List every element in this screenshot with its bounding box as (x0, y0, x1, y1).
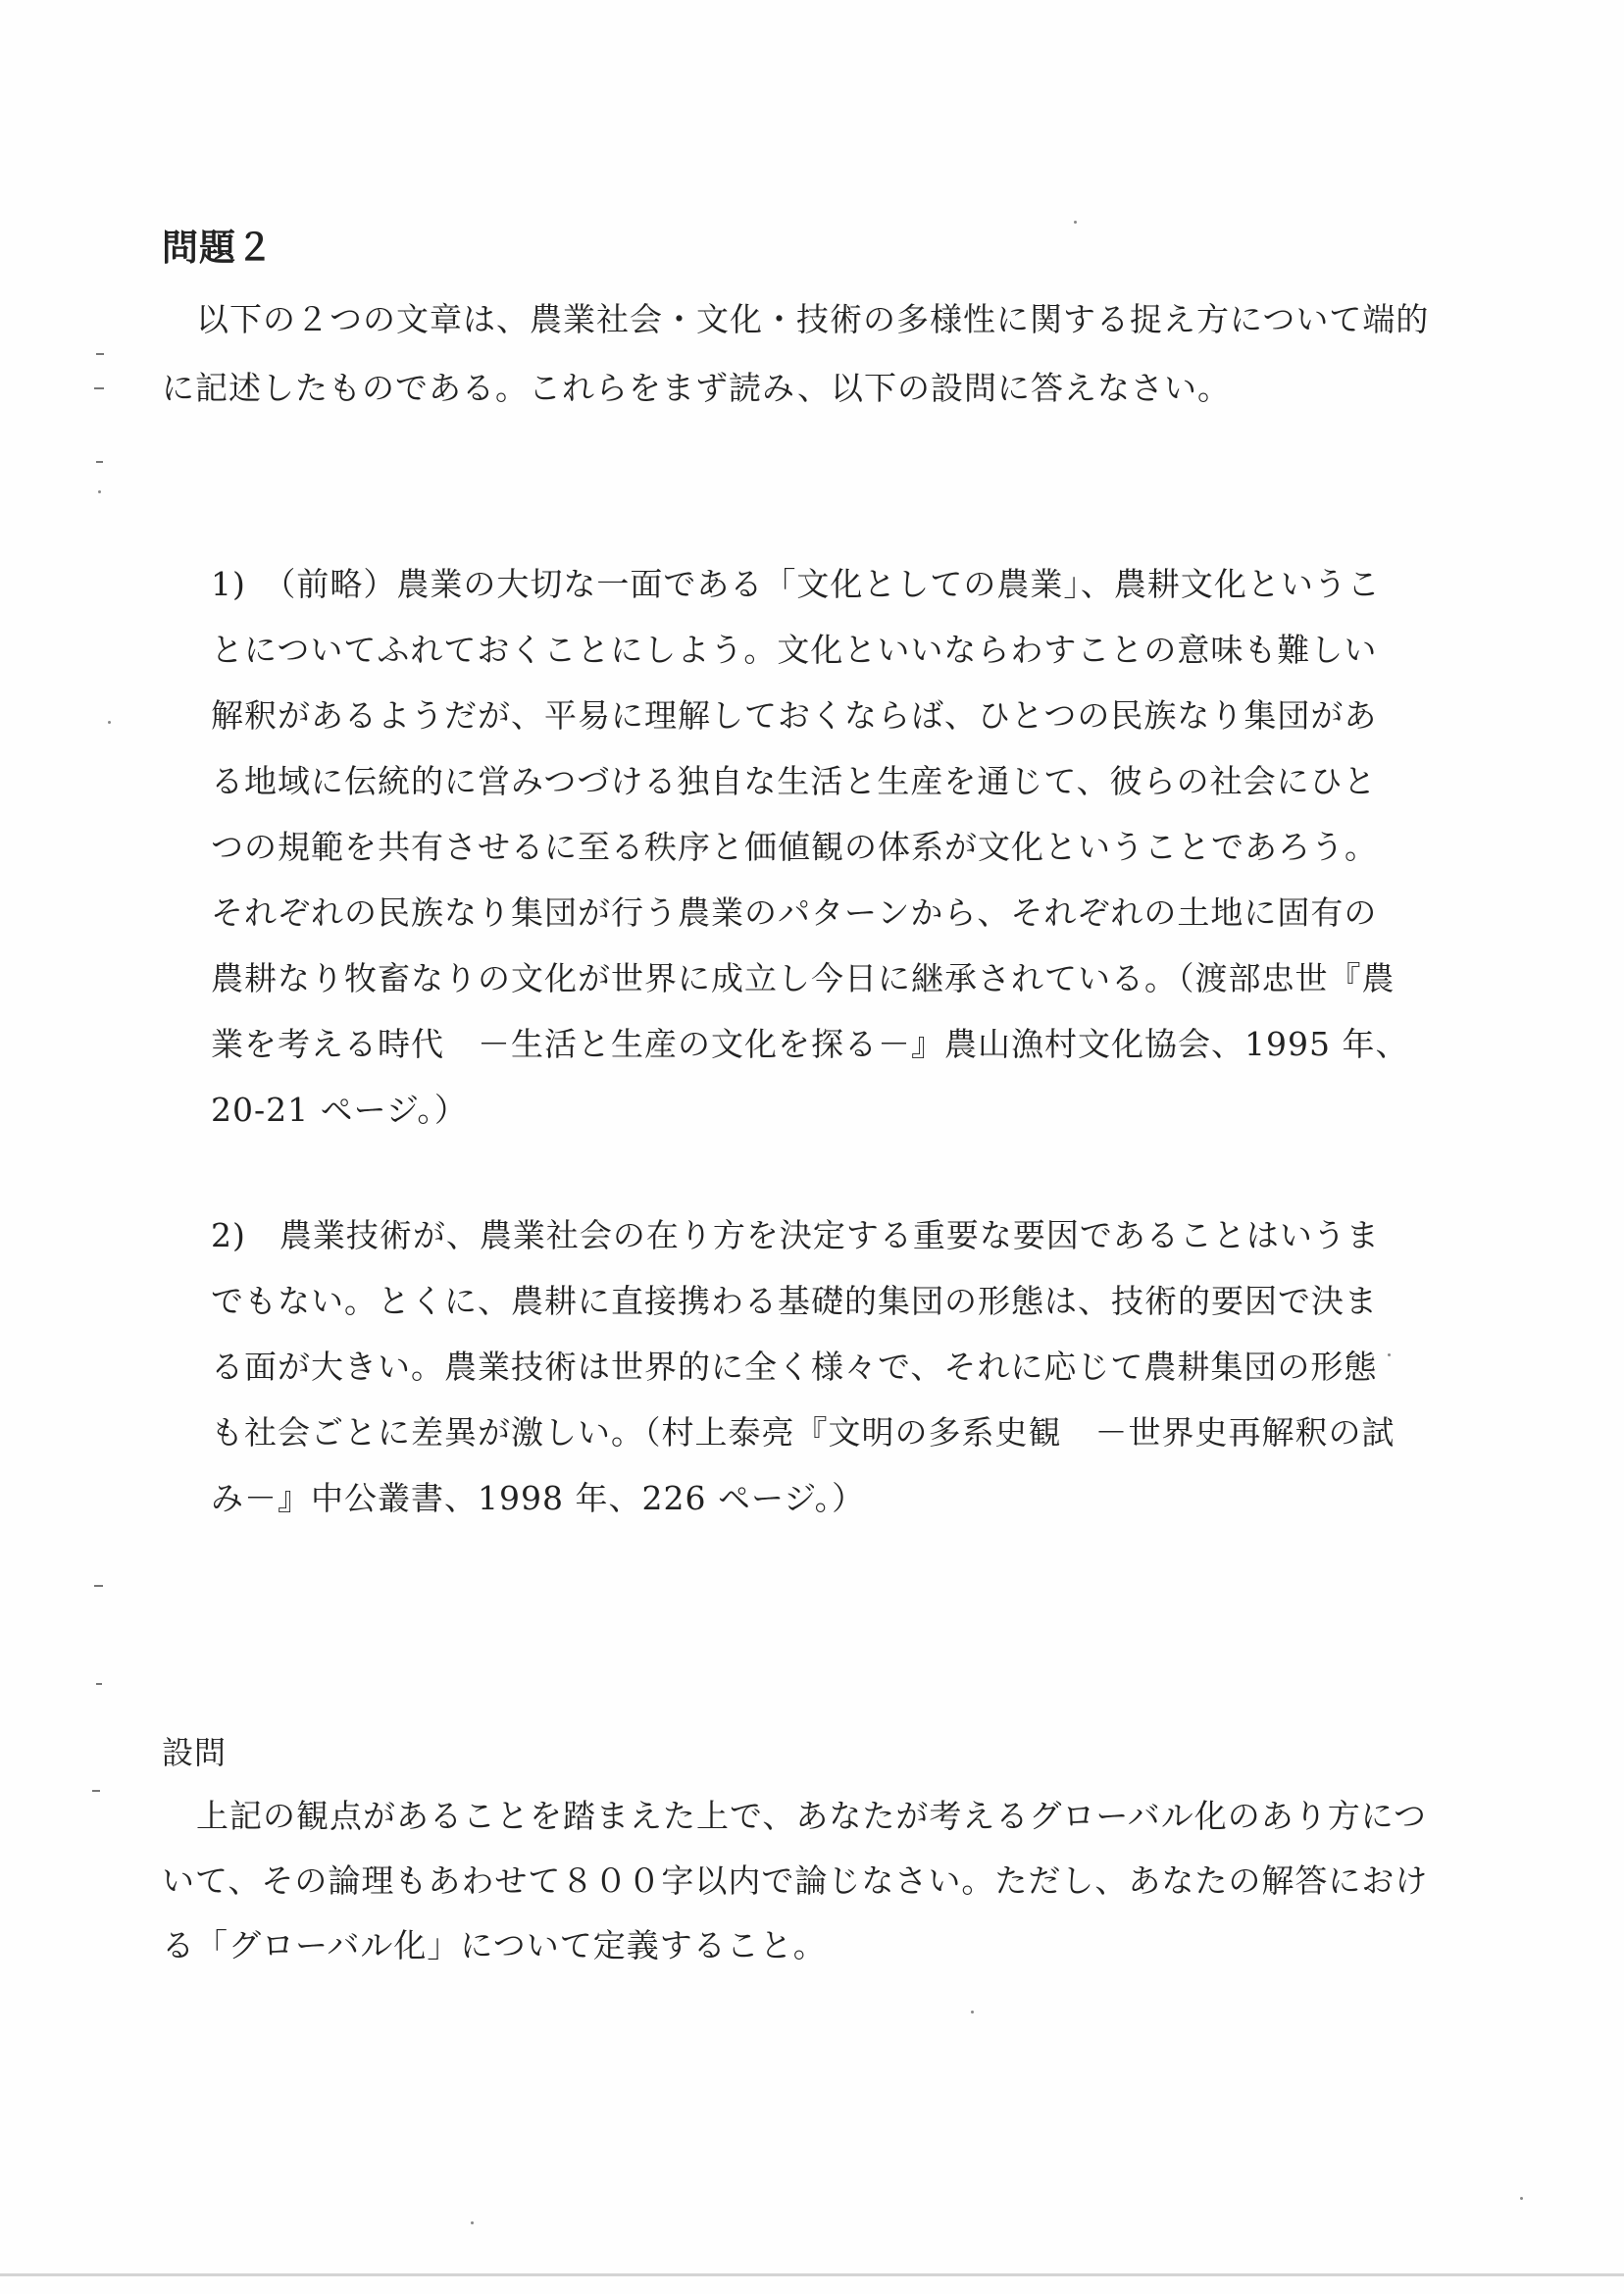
question-line: いて、その論理もあわせて８００字以内で論じなさい。ただし、あなたの解答におけ (162, 1861, 1429, 1900)
passage-line: それぞれの民族なり集団が行う農業のパターンから、それぞれの土地に固有の (211, 893, 1378, 932)
passage-line: つの規範を共有させるに至る秩序と価値観の体系が文化ということであろう。 (211, 828, 1378, 866)
passage-line: とについてふれておくことにしよう。文化といいならわすことの意味も難しい (211, 631, 1378, 669)
passage-line: 1) （前略）農業の大切な一面である「文化としての農業」、農耕文化というこ (211, 565, 1381, 603)
scan-dot (98, 490, 101, 493)
scan-mark (96, 461, 103, 463)
passage-line: る面が大きい。農業技術は世界的に全く様々で、それに応じて農耕集団の形態 (211, 1348, 1378, 1386)
scan-mark (96, 1683, 102, 1685)
scan-dot (1388, 1353, 1391, 1356)
passage-line: 2) 農業技術が、農業社会の在り方を決定する重要な要因であることはいうま (211, 1216, 1380, 1254)
question-heading: 設問 (162, 1734, 228, 1771)
scan-mark (94, 1585, 103, 1587)
scan-mark (96, 353, 104, 355)
question-line: る「グローバル化」について定義すること。 (162, 1926, 827, 1964)
passage-line: 解釈があるようだが、平易に理解しておくならば、ひとつの民族なり集団があ (211, 696, 1378, 735)
scan-edge (0, 2273, 1624, 2276)
scan-dot (971, 2011, 974, 2014)
problem-title: 問題２ (162, 226, 274, 269)
question-line: 上記の観点があることを踏まえた上で、あなたが考えるグローバル化のあり方につ (196, 1797, 1428, 1835)
passage-line: でもない。とくに、農耕に直接携わる基礎的集団の形態は、技術的要因で決ま (211, 1282, 1378, 1320)
passage-line: 業を考える時代 －生活と生産の文化を探る－』農山漁村文化協会、1995 年、 (211, 1025, 1409, 1063)
scan-dot (1520, 2197, 1523, 2200)
intro-line: 以下の２つの文章は、農業社会・文化・技術の多様性に関する捉え方について端的 (196, 300, 1430, 338)
scan-dot (471, 2221, 474, 2224)
passage-line: る地域に伝統的に営みつづける独自な生活と生産を通じて、彼らの社会にひと (211, 762, 1377, 800)
passage-line: 農耕なり牧畜なりの文化が世界に成立し今日に継承されている。（渡部忠世『農 (211, 959, 1396, 997)
scan-dot (108, 721, 111, 724)
scan-dot (1074, 221, 1077, 224)
scan-mark (92, 1790, 100, 1792)
scan-mark (94, 387, 104, 389)
passage-line: も社会ごとに差異が激しい。（村上泰亮『文明の多系史観 －世界史再解釈の試 (211, 1413, 1396, 1452)
passage-line: 20-21 ページ。） (211, 1091, 468, 1129)
passage-line: み－』中公叢書、1998 年、226 ページ。） (211, 1479, 866, 1517)
intro-line: に記述したものである。これらをまず読み、以下の設問に答えなさい。 (162, 369, 1231, 407)
